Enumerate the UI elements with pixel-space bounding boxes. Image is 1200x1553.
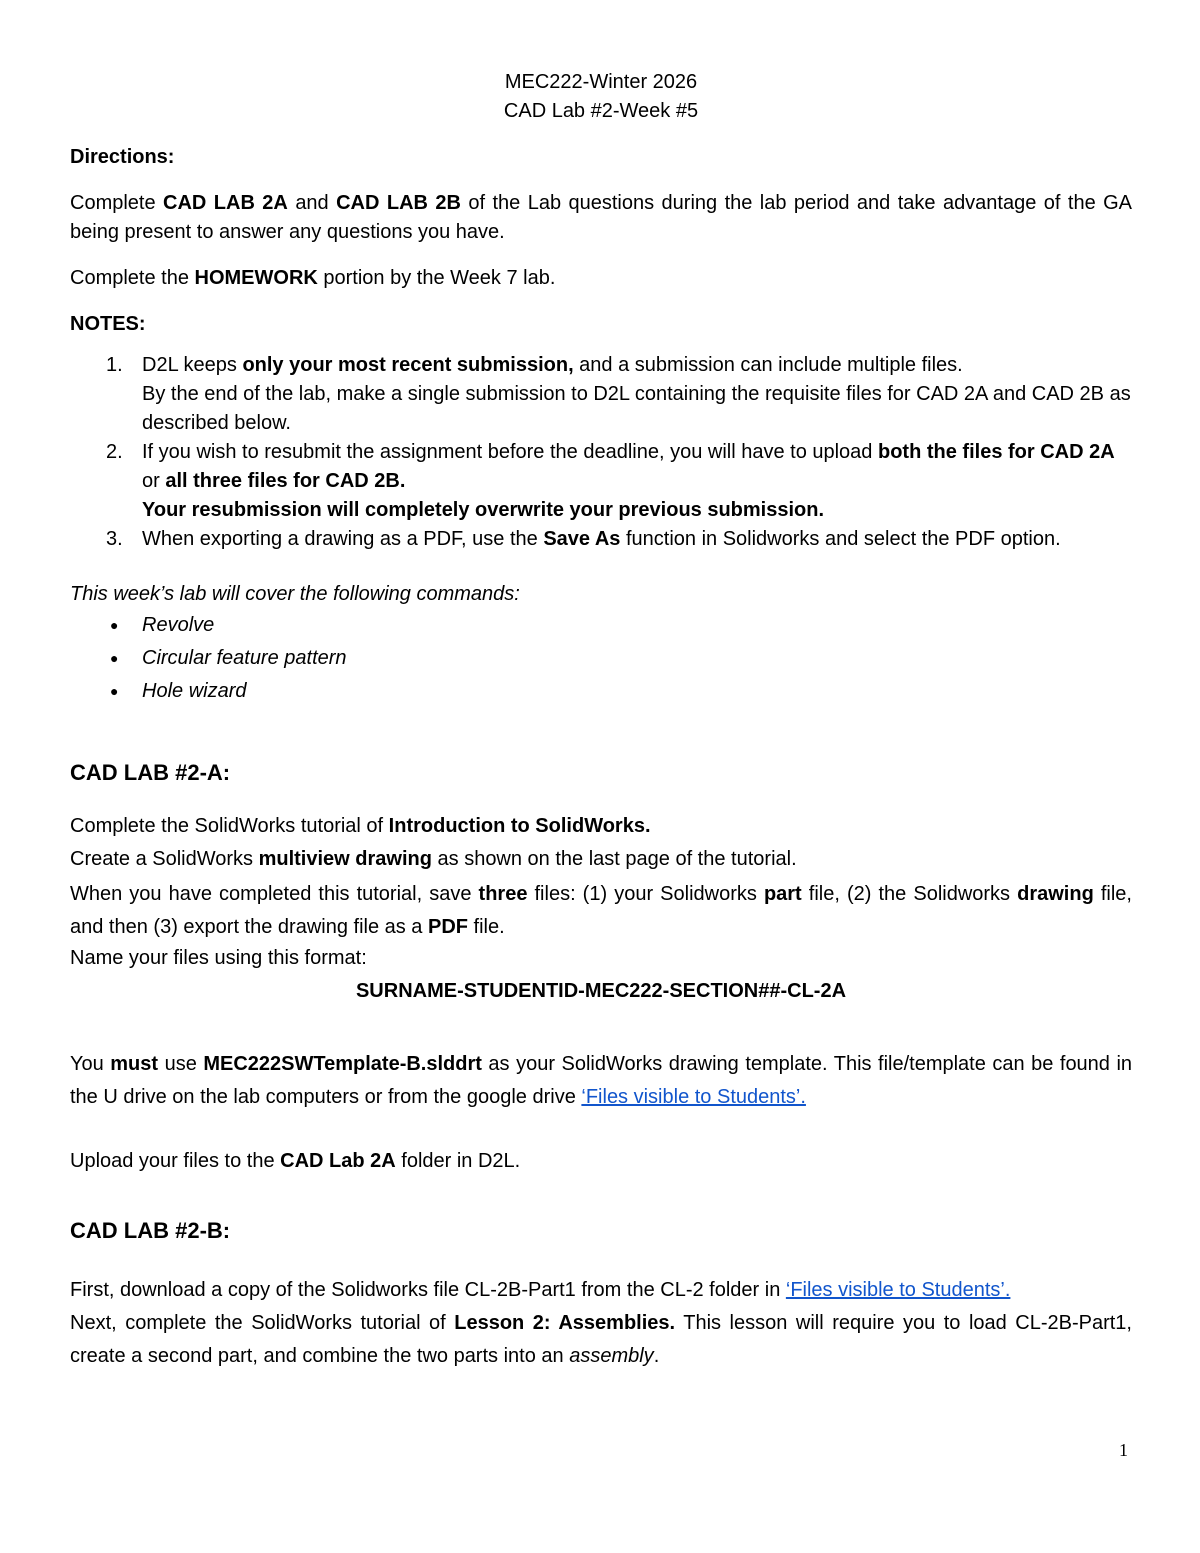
lab-b-line-2: Next, complete the SolidWorks tutorial of Lesson 2: Assemblies. This lesson will require you to load CL-2B-Part1, create a second part, and combine the two parts into an assembly. bbox=[70, 1312, 1132, 1367]
lab-a-line-2: Create a SolidWorks multiview drawing as shown on the last page of the tutorial. bbox=[70, 848, 797, 870]
commands-list bbox=[70, 609, 1132, 708]
bullet-icon: ● bbox=[110, 683, 119, 699]
bullet-icon: ● bbox=[110, 617, 119, 633]
note-item-2: 2. If you wish to resubmit the assignment before the deadline, you will have to upload both the files for CAD 2A or all three files for CAD 2B. Your resubmission will completely overwrite your previous submission. bbox=[70, 438, 1132, 525]
command-item: ● Circular feature pattern bbox=[70, 642, 1132, 675]
lab-b-line-1: First, download a copy of the Solidworks file CL-2B-Part1 from the CL-2 folder in ‘Files visible to Students’. bbox=[70, 1279, 1011, 1301]
note-number: 1. bbox=[106, 354, 123, 376]
command-item: ● Hole wizard bbox=[70, 675, 1132, 708]
note-number: 2. bbox=[106, 441, 123, 463]
commands-intro: This week’s lab will cover the following commands: bbox=[70, 583, 520, 605]
directions-paragraph-1: Complete CAD LAB 2A and CAD LAB 2B of the Lab questions during the lab period and take advantage of the GA being present to answer any questions you have. bbox=[70, 192, 1133, 243]
upload-instruction: Upload your files to the CAD Lab 2A folder in D2L. bbox=[70, 1150, 521, 1172]
template-instruction: You must use MEC222SWTemplate-B.slddrt as your SolidWorks drawing template. This file/template can be found in the U drive on the lab computers or from the google drive ‘Files visible to Students’. bbox=[70, 1053, 1133, 1108]
files-visible-link[interactable]: ‘Files visible to Students’. bbox=[581, 1086, 806, 1108]
bullet-icon: ● bbox=[110, 650, 119, 666]
note-item-3: 3. When exporting a drawing as a PDF, use the Save As function in Solidworks and select the PDF option. bbox=[70, 525, 1132, 554]
file-name-format: SURNAME-STUDENTID-MEC222-SECTION##-CL-2A bbox=[355, 980, 847, 1002]
notes-heading: NOTES: bbox=[70, 313, 146, 335]
page-number: 1 bbox=[1119, 1440, 1128, 1460]
lab-b-heading: CAD LAB #2-B: bbox=[70, 1218, 231, 1243]
lab-a-instructions bbox=[70, 812, 1132, 1006]
files-visible-link[interactable]: ‘Files visible to Students’. bbox=[785, 1279, 1011, 1301]
lab-a-heading: CAD LAB #2-A: bbox=[70, 760, 231, 785]
lab-a-line-3: When you have completed this tutorial, save three files: (1) your Solidworks part file, (2) the Solidworks drawing file, and then (3) export the drawing file as a PDF file. bbox=[70, 883, 1132, 938]
directions-paragraph-2: Complete the HOMEWORK portion by the Week 7 lab. bbox=[70, 267, 556, 289]
command-item: ● Revolve bbox=[70, 609, 1132, 642]
notes-list bbox=[70, 351, 1132, 554]
doc-title-lab: CAD Lab #2-Week #5 bbox=[503, 100, 699, 122]
lab-b-instructions bbox=[70, 1274, 1132, 1373]
document-page bbox=[70, 68, 1132, 1373]
doc-title-course: MEC222-Winter 2026 bbox=[504, 71, 698, 93]
lab-a-line-1: Complete the SolidWorks tutorial of Introduction to SolidWorks. bbox=[70, 815, 651, 837]
note-item-1: 1. D2L keeps only your most recent submission, and a submission can include multiple files. By the end of the lab, make a single submission to D2L containing the requisite files for CAD 2A and CAD 2B as described below. bbox=[70, 351, 1132, 438]
note-number: 3. bbox=[106, 528, 123, 550]
lab-a-line-4: Name your files using this format: bbox=[70, 947, 367, 969]
directions-heading: Directions: bbox=[70, 146, 175, 168]
